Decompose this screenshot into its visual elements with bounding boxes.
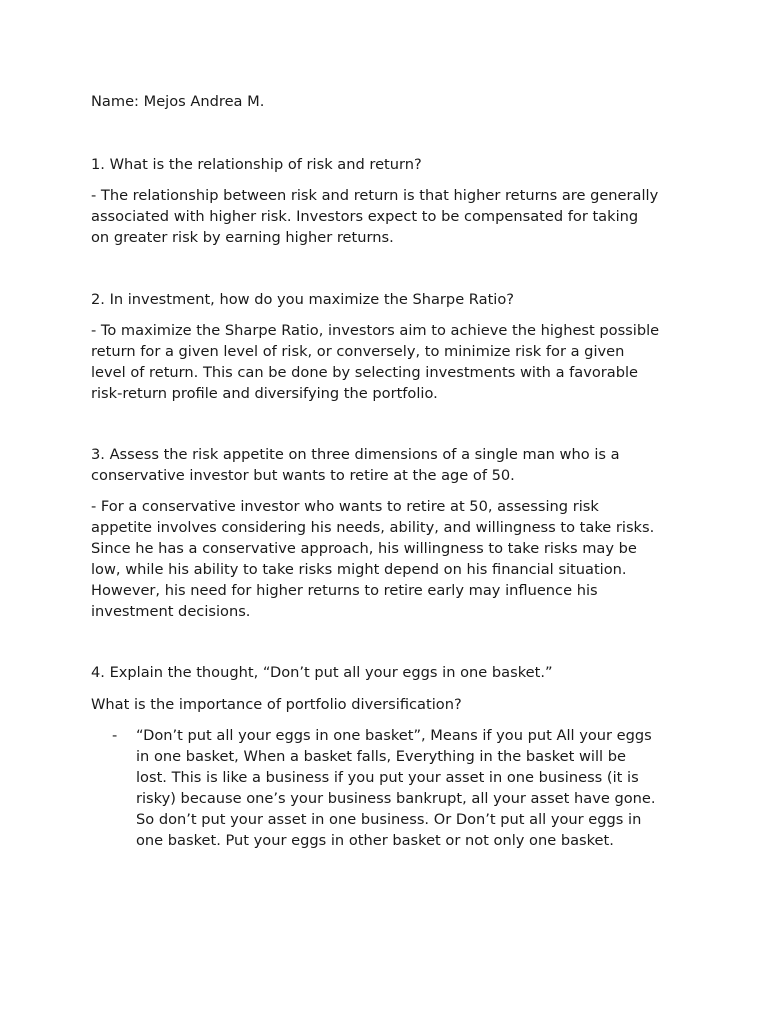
answer-4-line: in one basket, When a basket falls, Everything in the basket will be <box>136 748 626 765</box>
answer-1-line: - The relationship between risk and return is that higher returns are generally <box>91 187 659 204</box>
answer-1-line: associated with higher risk. Investors expect to be compensated for taking <box>91 208 639 225</box>
question-4-subquestion <box>91 694 691 715</box>
answer-4-line: So don’t put your asset in one business. Or Don’t put all your eggs in <box>136 811 642 828</box>
answer-3-line: Since he has a conservative approach, his willingness to take risks may be <box>91 540 637 557</box>
answer-3-line: appetite involves considering his needs, ability, and willingness to take risks. <box>91 519 655 536</box>
student-name <box>91 91 691 112</box>
answer-1 <box>91 185 691 248</box>
question-4-subquestion-text: What is the importance of portfolio diversification? <box>91 696 462 713</box>
question-2 <box>91 289 691 310</box>
answer-3-line: low, while his ability to take risks might depend on his financial situation. <box>91 561 627 578</box>
answer-2-line: risk-return profile and diversifying the portfolio. <box>91 385 438 402</box>
answer-4-line: one basket. Put your eggs in other basket or not only one basket. <box>136 832 614 849</box>
question-4 <box>91 662 691 683</box>
answer-2 <box>91 320 691 404</box>
answer-4-line: risky) because one’s your business bankrupt, all your asset have gone. <box>136 790 656 807</box>
answer-3 <box>91 496 691 622</box>
question-1-text: 1. What is the relationship of risk and return? <box>91 156 422 173</box>
question-3-line: 3. Assess the risk appetite on three dimensions of a single man who is a <box>91 446 620 463</box>
answer-3-line: - For a conservative investor who wants to retire at 50, assessing risk <box>91 498 599 515</box>
answer-2-line: return for a given level of risk, or conversely, to minimize risk for a given <box>91 343 625 360</box>
question-1 <box>91 154 691 175</box>
answer-1-line: on greater risk by earning higher returns. <box>91 229 394 246</box>
answer-3-line: investment decisions. <box>91 603 251 620</box>
answer-2-line: level of return. This can be done by selecting investments with a favorable <box>91 364 639 381</box>
answer-2-line: - To maximize the Sharpe Ratio, investors aim to achieve the highest possible <box>91 322 660 339</box>
question-4-text: 4. Explain the thought, “Don’t put all your eggs in one basket.” <box>91 664 553 681</box>
name-text: Name: Mejos Andrea M. <box>91 93 265 110</box>
question-3 <box>91 444 691 486</box>
answer-4-bullet <box>136 725 696 851</box>
answer-3-line: However, his need for higher returns to retire early may influence his <box>91 582 598 599</box>
answer-4-line: “Don’t put all your eggs in one basket”, Means if you put All your eggs <box>136 727 652 744</box>
answer-4-line: lost. This is like a business if you put your asset in one business (it is <box>136 769 639 786</box>
bullet-marker: - <box>112 727 118 744</box>
question-2-text: 2. In investment, how do you maximize the Sharpe Ratio? <box>91 291 515 308</box>
question-3-line: conservative investor but wants to retire at the age of 50. <box>91 467 515 484</box>
